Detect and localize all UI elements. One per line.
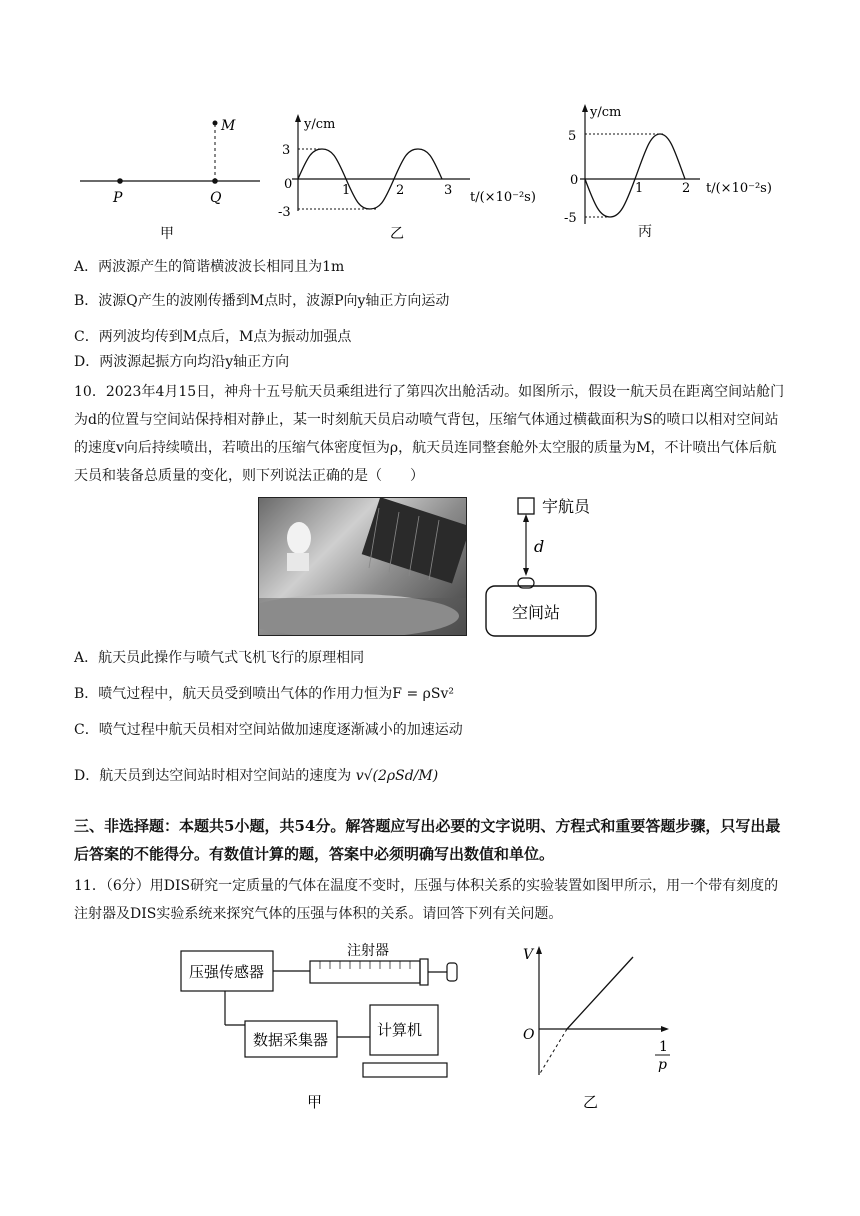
q11-caption-jia: 甲 [307, 1093, 323, 1111]
spacewalk-photo [258, 497, 467, 636]
caption-yi: 乙 [390, 226, 404, 242]
q9-option-d: D．两波源起振方向均沿y轴正方向 [74, 354, 290, 370]
astronaut-station-diagram [480, 490, 610, 642]
fig-yi [278, 114, 536, 242]
label-Q: Q [210, 190, 222, 206]
bing-ymax: 5 [568, 129, 577, 144]
q10-option-d-formula: v√(2ρSd/M) [355, 768, 439, 784]
q9-option-a: A．两波源产生的简谐横波波长相同且为1m [74, 259, 345, 275]
q11-fig-jia [175, 935, 475, 1120]
q9-option-c: C．两列波均传到M点后，M点为振动加强点 [74, 329, 352, 345]
yi-xlabel-num: 1 [659, 1039, 668, 1055]
q10-option-d [74, 766, 438, 786]
label-computer: 计算机 [377, 1021, 423, 1039]
caption-bing: 丙 [638, 224, 652, 240]
bing-xlabel: t/(×10⁻²s) [706, 181, 772, 196]
q11-stem: 11．（6分）用DIS研究一定质量的气体在温度不变时，压强与体积关系的实验装置如图甲所示，用一个带有刻度的注射器及DIS实验系统来探究气体的压强与体积的关系。请回答下列有关问题。 [74, 878, 779, 922]
q9-option-b: B．波源Q产生的波刚传播到M点时，波源P向y轴正方向运动 [74, 293, 450, 309]
yi-tick-2: 2 [396, 183, 405, 198]
q10-option-b: B．喷气过程中，航天员受到喷出气体的作用力恒为F = ρSv² [74, 686, 454, 702]
bing-ylabel: y/cm [590, 105, 622, 120]
caption-jia: 甲 [160, 226, 174, 242]
yi-xlabel: t/(×10⁻²s) [470, 190, 536, 205]
wave-figures [60, 96, 790, 246]
label-distance-d: d [534, 537, 545, 556]
yi-tick-1: 1 [342, 183, 351, 198]
yi-tick-3: 3 [444, 183, 453, 198]
label-M: M [221, 118, 236, 134]
yi-ymax: 3 [282, 143, 291, 158]
yi-ylabel: y/cm [304, 117, 336, 132]
q11-caption-yi: 乙 [583, 1093, 599, 1111]
bing-ymin: -5 [564, 211, 577, 226]
yi-ymin: -3 [278, 205, 291, 220]
label-sensor: 压强传感器 [189, 963, 265, 981]
q10-option-c: C．喷气过程中航天员相对空间站做加速度逐渐减小的加速运动 [74, 722, 463, 738]
q10-option-a: A．航天员此操作与喷气式飞机飞行的原理相同 [74, 650, 365, 666]
label-astronaut: 宇航员 [542, 497, 591, 516]
label-collector: 数据采集器 [253, 1031, 329, 1049]
label-P: P [113, 190, 123, 206]
q10-option-d-prefix: D．航天员到达空间站时相对空间站的速度为 [74, 768, 352, 784]
bing-origin: 0 [570, 173, 579, 188]
bing-tick-2: 2 [682, 181, 691, 196]
q10-stem: 10．2023年4月15日，神舟十五号航天员乘组进行了第四次出舱活动。如图所示，假设一航天员在距离空间站舱门为d的位置与空间站保持相对静止，某一时刻航天员启动喷气背包，压缩气体通过横截面积为S的喷口以相对空间站的速度v向后持续喷出，若喷出的压缩气体密度恒为ρ，航天员连同整套舱外太空服的质量为M，不计喷出气体后航天员和装备总质量的变化，则下列说法正确的是（ ） [74, 384, 785, 484]
q11-fig-yi [515, 935, 695, 1120]
label-station: 空间站 [512, 603, 561, 622]
fig-jia [80, 118, 260, 242]
yi-origin-O: O [523, 1027, 535, 1043]
yi-xlabel-den: p [658, 1057, 667, 1073]
fig-bing [564, 104, 772, 240]
yi-origin: 0 [284, 177, 293, 192]
label-syringe: 注射器 [347, 943, 389, 959]
section3-heading: 三、非选择题：本题共5小题，共54分。解答题应写出必要的文字说明、方程式和重要答题步骤，只写出最后答案的不能得分。有数值计算的题，答案中必须明确写出数值和单位。 [74, 817, 781, 863]
bing-tick-1: 1 [635, 181, 644, 196]
yi-ylabel-V: V [523, 947, 534, 963]
